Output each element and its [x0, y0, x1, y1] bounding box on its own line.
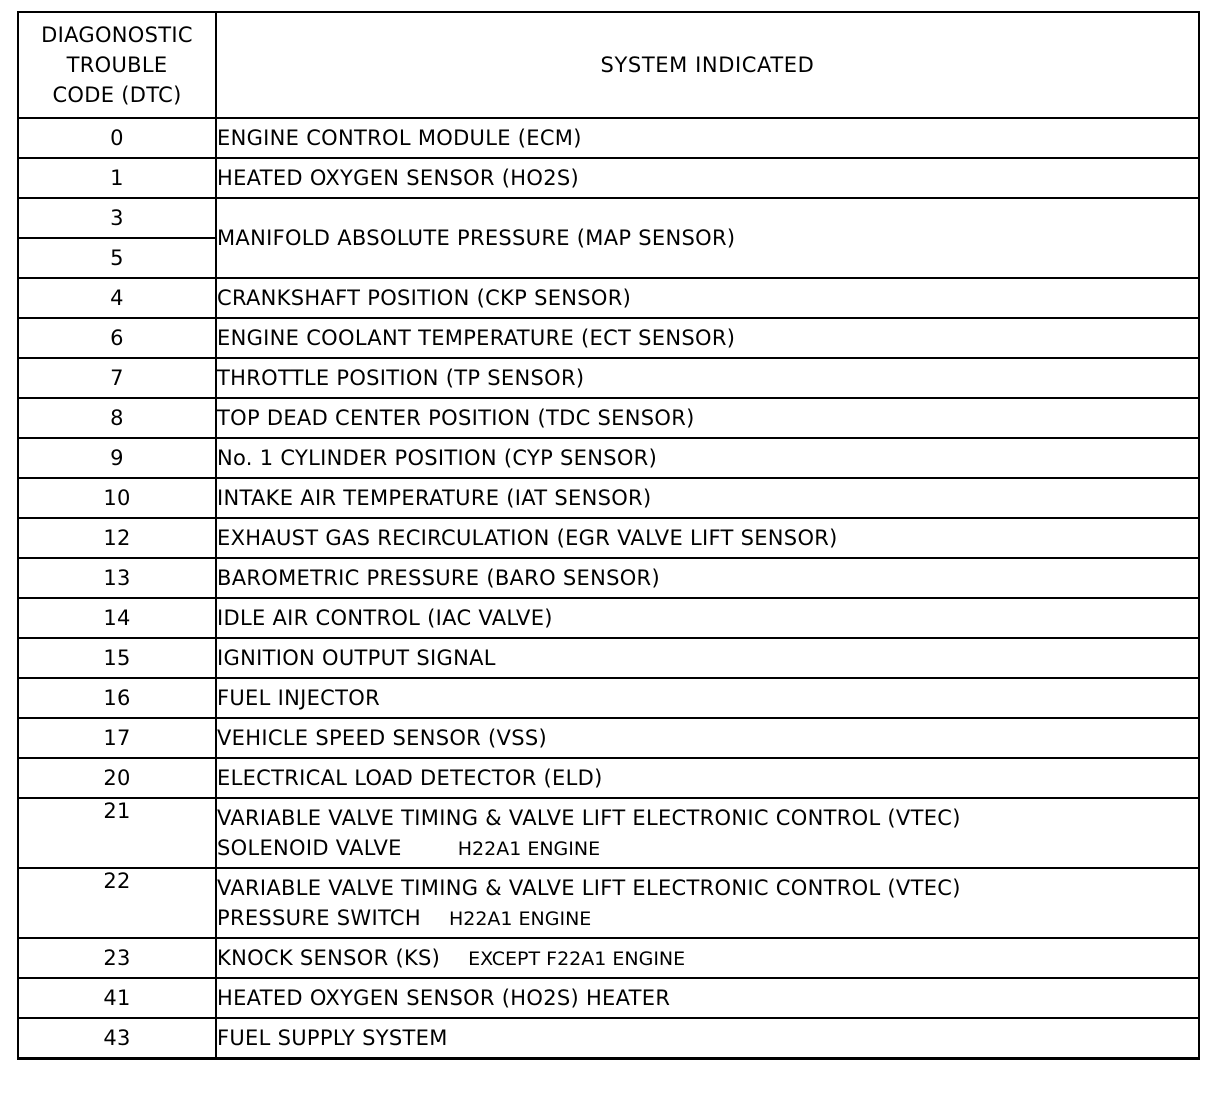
dtc-code: 5 [18, 238, 216, 278]
table-row [18, 118, 1199, 158]
dtc-code: 12 [18, 518, 216, 558]
system-line-1: VARIABLE VALVE TIMING & VALVE LIFT ELECTRONIC CONTROL (VTEC) [217, 805, 961, 830]
engine-note: EXCEPT F22A1 ENGINE [468, 948, 686, 970]
system-indicated: TOP DEAD CENTER POSITION (TDC SENSOR) [216, 398, 1199, 438]
system-indicated: IGNITION OUTPUT SIGNAL [216, 638, 1199, 678]
dtc-table [17, 11, 1200, 1060]
system-indicated: ENGINE CONTROL MODULE (ECM) [216, 118, 1199, 158]
table-row [18, 198, 1199, 238]
dtc-code: 1 [18, 158, 216, 198]
table-row [18, 868, 1199, 938]
dtc-code: 4 [18, 278, 216, 318]
dtc-code: 17 [18, 718, 216, 758]
dtc-code: 16 [18, 678, 216, 718]
dtc-code: 20 [18, 758, 216, 798]
system-line-1: VARIABLE VALVE TIMING & VALVE LIFT ELECTRONIC CONTROL (VTEC) [217, 875, 961, 900]
header-row [18, 12, 1199, 118]
system-indicated: ENGINE COOLANT TEMPERATURE (ECT SENSOR) [216, 318, 1199, 358]
system-indicated: FUEL INJECTOR [216, 678, 1199, 718]
table-row [18, 598, 1199, 638]
dtc-code: 13 [18, 558, 216, 598]
system-indicated: THROTTLE POSITION (TP SENSOR) [216, 358, 1199, 398]
system-indicated: IDLE AIR CONTROL (IAC VALVE) [216, 598, 1199, 638]
table-row [18, 358, 1199, 398]
system-line-2: PRESSURE SWITCH [217, 905, 421, 930]
table-row [18, 158, 1199, 198]
dtc-code: 0 [18, 118, 216, 158]
system-indicated [216, 938, 1199, 978]
system-indicated: EXHAUST GAS RECIRCULATION (EGR VALVE LIFT SENSOR) [216, 518, 1199, 558]
table-row [18, 1018, 1199, 1059]
table-row [18, 278, 1199, 318]
table-row [18, 318, 1199, 358]
table-row [18, 978, 1199, 1018]
dtc-code: 8 [18, 398, 216, 438]
system-indicated: MANIFOLD ABSOLUTE PRESSURE (MAP SENSOR) [216, 198, 1199, 278]
engine-note: H22A1 ENGINE [448, 907, 592, 930]
table-row [18, 638, 1199, 678]
system-text: KNOCK SENSOR (KS) [217, 946, 441, 970]
dtc-code: 10 [18, 478, 216, 518]
system-indicated: FUEL SUPPLY SYSTEM [216, 1018, 1199, 1059]
table-row [18, 438, 1199, 478]
header-dtc-line: DIAGONOSTIC [41, 23, 193, 47]
table-row [18, 758, 1199, 798]
table-row [18, 718, 1199, 758]
dtc-code: 43 [18, 1018, 216, 1059]
dtc-code: 6 [18, 318, 216, 358]
dtc-code: 15 [18, 638, 216, 678]
dtc-code: 21 [18, 798, 216, 868]
system-indicated: HEATED OXYGEN SENSOR (HO2S) [216, 158, 1199, 198]
system-indicated: INTAKE AIR TEMPERATURE (IAT SENSOR) [216, 478, 1199, 518]
dtc-code: 7 [18, 358, 216, 398]
dtc-code: 41 [18, 978, 216, 1018]
dtc-code: 14 [18, 598, 216, 638]
header-dtc-line: TROUBLE [66, 53, 168, 77]
engine-note: H22A1 ENGINE [457, 837, 601, 860]
system-indicated: VEHICLE SPEED SENSOR (VSS) [216, 718, 1199, 758]
table-row [18, 478, 1199, 518]
table-row [18, 518, 1199, 558]
system-indicated [216, 868, 1199, 938]
system-indicated: CRANKSHAFT POSITION (CKP SENSOR) [216, 278, 1199, 318]
header-dtc [18, 12, 216, 118]
system-indicated: ELECTRICAL LOAD DETECTOR (ELD) [216, 758, 1199, 798]
dtc-code: 23 [18, 938, 216, 978]
system-line-2: SOLENOID VALVE [217, 835, 402, 860]
header-dtc-line: CODE (DTC) [52, 83, 182, 107]
table-row [18, 398, 1199, 438]
system-indicated: HEATED OXYGEN SENSOR (HO2S) HEATER [216, 978, 1199, 1018]
system-indicated [216, 798, 1199, 868]
dtc-code: 22 [18, 868, 216, 938]
table-row [18, 558, 1199, 598]
table-row [18, 938, 1199, 978]
header-system: SYSTEM INDICATED [216, 12, 1199, 118]
system-indicated: No. 1 CYLINDER POSITION (CYP SENSOR) [216, 438, 1199, 478]
system-indicated: BAROMETRIC PRESSURE (BARO SENSOR) [216, 558, 1199, 598]
table-row [18, 798, 1199, 868]
table-row [18, 678, 1199, 718]
dtc-code: 3 [18, 198, 216, 238]
dtc-code: 9 [18, 438, 216, 478]
